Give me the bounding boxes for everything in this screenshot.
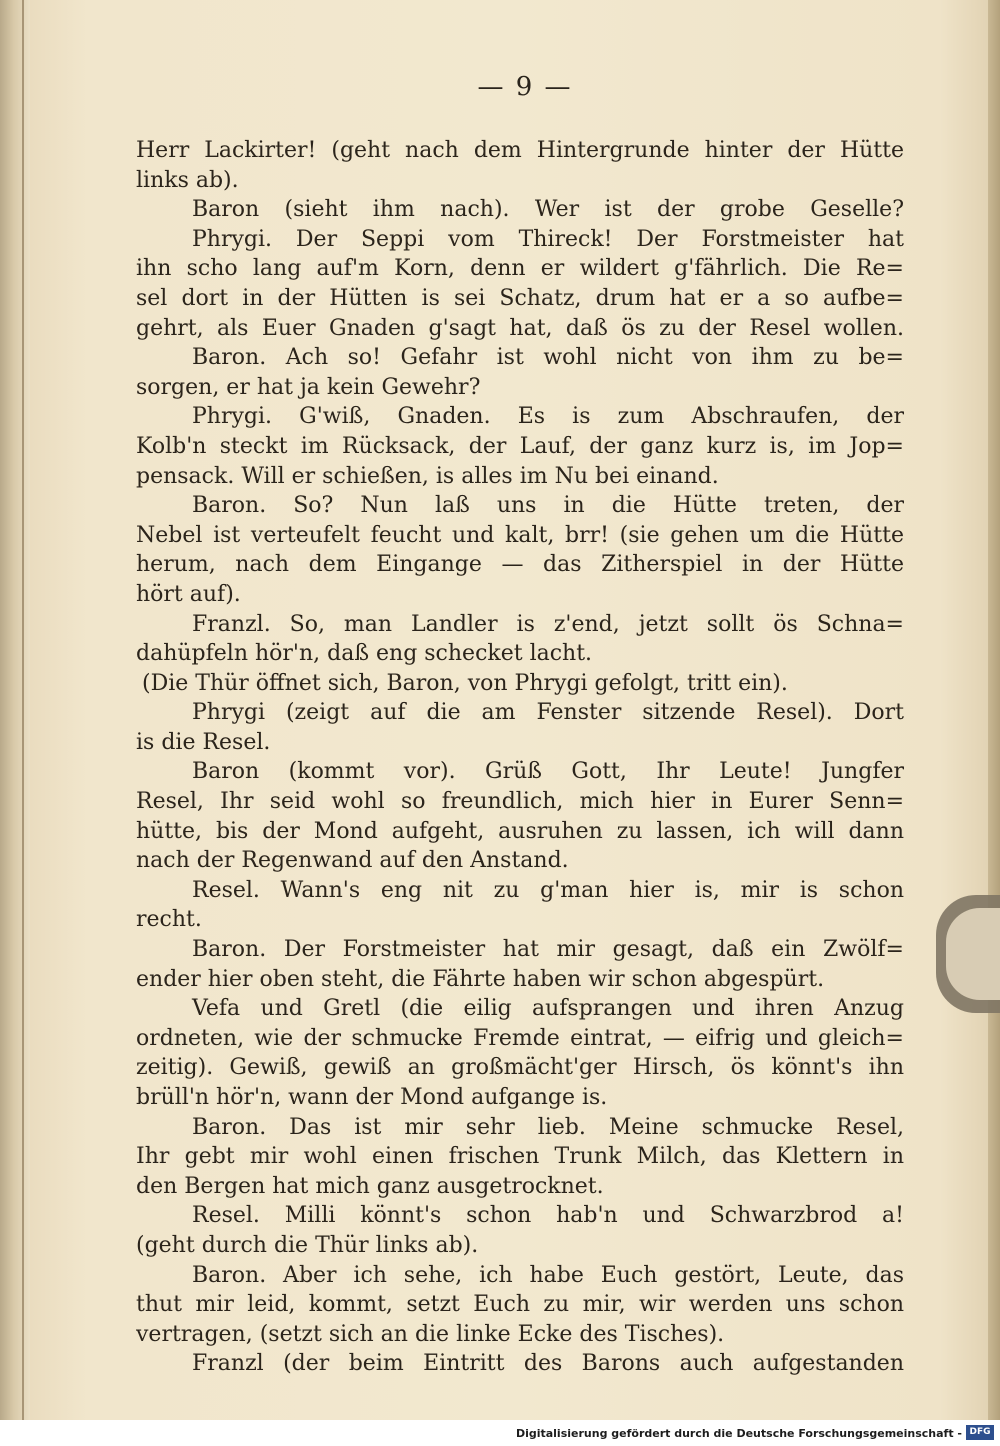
text-line: den Bergen hat mich ganz ausgetrocknet. (136, 1173, 604, 1199)
text-line: ender hier oben steht, die Fährte haben wir schon abgespürt. (136, 966, 825, 992)
funding-credit: Digitalisierung gefördert durch die Deutsche Forschungsgemeinschaft - (515, 1427, 962, 1440)
text-line: gehrt, als Euer Gnaden g'sagt hat, daß ös zu der Resel wollen. (136, 315, 904, 341)
text-line: Baron (kommt vor). Grüß Gott, Ihr Leute! Jungfer (192, 759, 904, 785)
text-line: Franzl (der beim Eintritt des Barons auch aufgestanden (192, 1351, 904, 1377)
text-line: Phrygi. Der Seppi vom Thireck! Der Forstmeister hat (192, 226, 904, 252)
text-line: Phrygi (zeigt auf die am Fenster sitzende Resel). Dort (192, 700, 904, 726)
text-line: dahüpfeln hör'n, daß eng schecket lacht. (136, 641, 593, 667)
text-line: links ab). (136, 167, 239, 193)
binding-fold-line (22, 0, 24, 1420)
text-line: hütte, bis der Mond aufgeht, ausruhen zu lassen, ich will dann (136, 818, 904, 844)
text-line: nach der Regenwand auf den Anstand. (136, 848, 569, 874)
text-line: Vefa und Gretl (die eilig aufsprangen und ihren Anzug (192, 996, 904, 1022)
text-line: Ihr gebt mir wohl einen frischen Trunk Milch, das Klettern in (136, 1144, 904, 1170)
text-line: vertragen, (setzt sich an die linke Ecke des Tisches). (136, 1321, 725, 1347)
text-line: thut mir leid, kommt, setzt Euch zu mir, wir werden uns schon (136, 1292, 904, 1318)
text-line: sorgen, er hat ja kein Gewehr? (136, 374, 481, 400)
dfg-logo: DFG (966, 1425, 994, 1440)
page-clip (946, 908, 1000, 1000)
page-number: — 9 — (477, 72, 573, 102)
text-line: Herr Lackirter! (geht nach dem Hintergrunde hinter der Hütte (136, 138, 904, 163)
text-line: brüll'n hör'n, wann der Mond aufgange is. (136, 1085, 608, 1110)
text-line: Baron. Der Forstmeister hat mir gesagt, daß ein Zwölf= (192, 937, 904, 963)
text-line: zeitig). Gewiß, gewiß an großmächt'ger Hirsch, ös könnt's ihn (136, 1055, 904, 1081)
text-line: ordneten, wie der schmucke Fremde eintrat, — eifrig und gleich= (136, 1025, 904, 1051)
text-line: herum, nach dem Eingange — das Zitherspiel in der Hütte (136, 552, 904, 578)
text-line: is die Resel. (136, 729, 271, 755)
text-line: Resel. Milli könnt's schon hab'n und Schwarzbrod a! (192, 1203, 904, 1229)
text-line: Baron. Ach so! Gefahr ist wohl nicht von ihm zu be= (192, 345, 904, 371)
text-line: Baron. Das ist mir sehr lieb. Meine schmucke Resel, (192, 1114, 904, 1140)
text-line: hört auf). (136, 581, 241, 607)
text-line: Resel. Wann's eng nit zu g'man hier is, mir is schon (192, 877, 904, 903)
text-line: Baron. Aber ich sehe, ich habe Euch gestört, Leute, das (192, 1262, 904, 1288)
text-line: pensack. Will er schießen, is alles im Nu bei einand. (136, 463, 719, 489)
text-line: (Die Thür öffnet sich, Baron, von Phrygi gefolgt, tritt ein). (142, 670, 788, 696)
text-line: Phrygi. G'wiß, Gnaden. Es is zum Abschraufen, der (192, 404, 904, 430)
text-line: recht. (136, 907, 202, 933)
book-binding (0, 0, 34, 1420)
text-line: Resel, Ihr seid wohl so freundlich, mich hier in Eurer Senn= (136, 789, 904, 815)
text-line: sel dort in der Hütten is sei Schatz, drum hat er a so aufbe= (136, 285, 904, 311)
digitization-footer (0, 1420, 1000, 1446)
text-line: Nebel ist verteufelt feucht und kalt, brr! (sie gehen um die Hütte (136, 522, 904, 548)
page-text-block (136, 136, 904, 1379)
text-line: Kolb'n steckt im Rücksack, der Lauf, der ganz kurz is, im Jop= (136, 433, 904, 459)
text-line: Baron (sieht ihm nach). Wer ist der grobe Geselle? (192, 197, 904, 223)
text-line: Franzl. So, man Landler is z'end, jetzt sollt ös Schna= (192, 611, 904, 637)
text-line: Baron. So? Nun laß uns in die Hütte treten, der (192, 493, 904, 519)
text-line: (geht durch die Thür links ab). (136, 1232, 479, 1258)
page-edge (988, 0, 1000, 1420)
text-line: ihn scho lang auf'm Korn, denn er wildert g'fährlich. Die Re= (136, 256, 904, 282)
